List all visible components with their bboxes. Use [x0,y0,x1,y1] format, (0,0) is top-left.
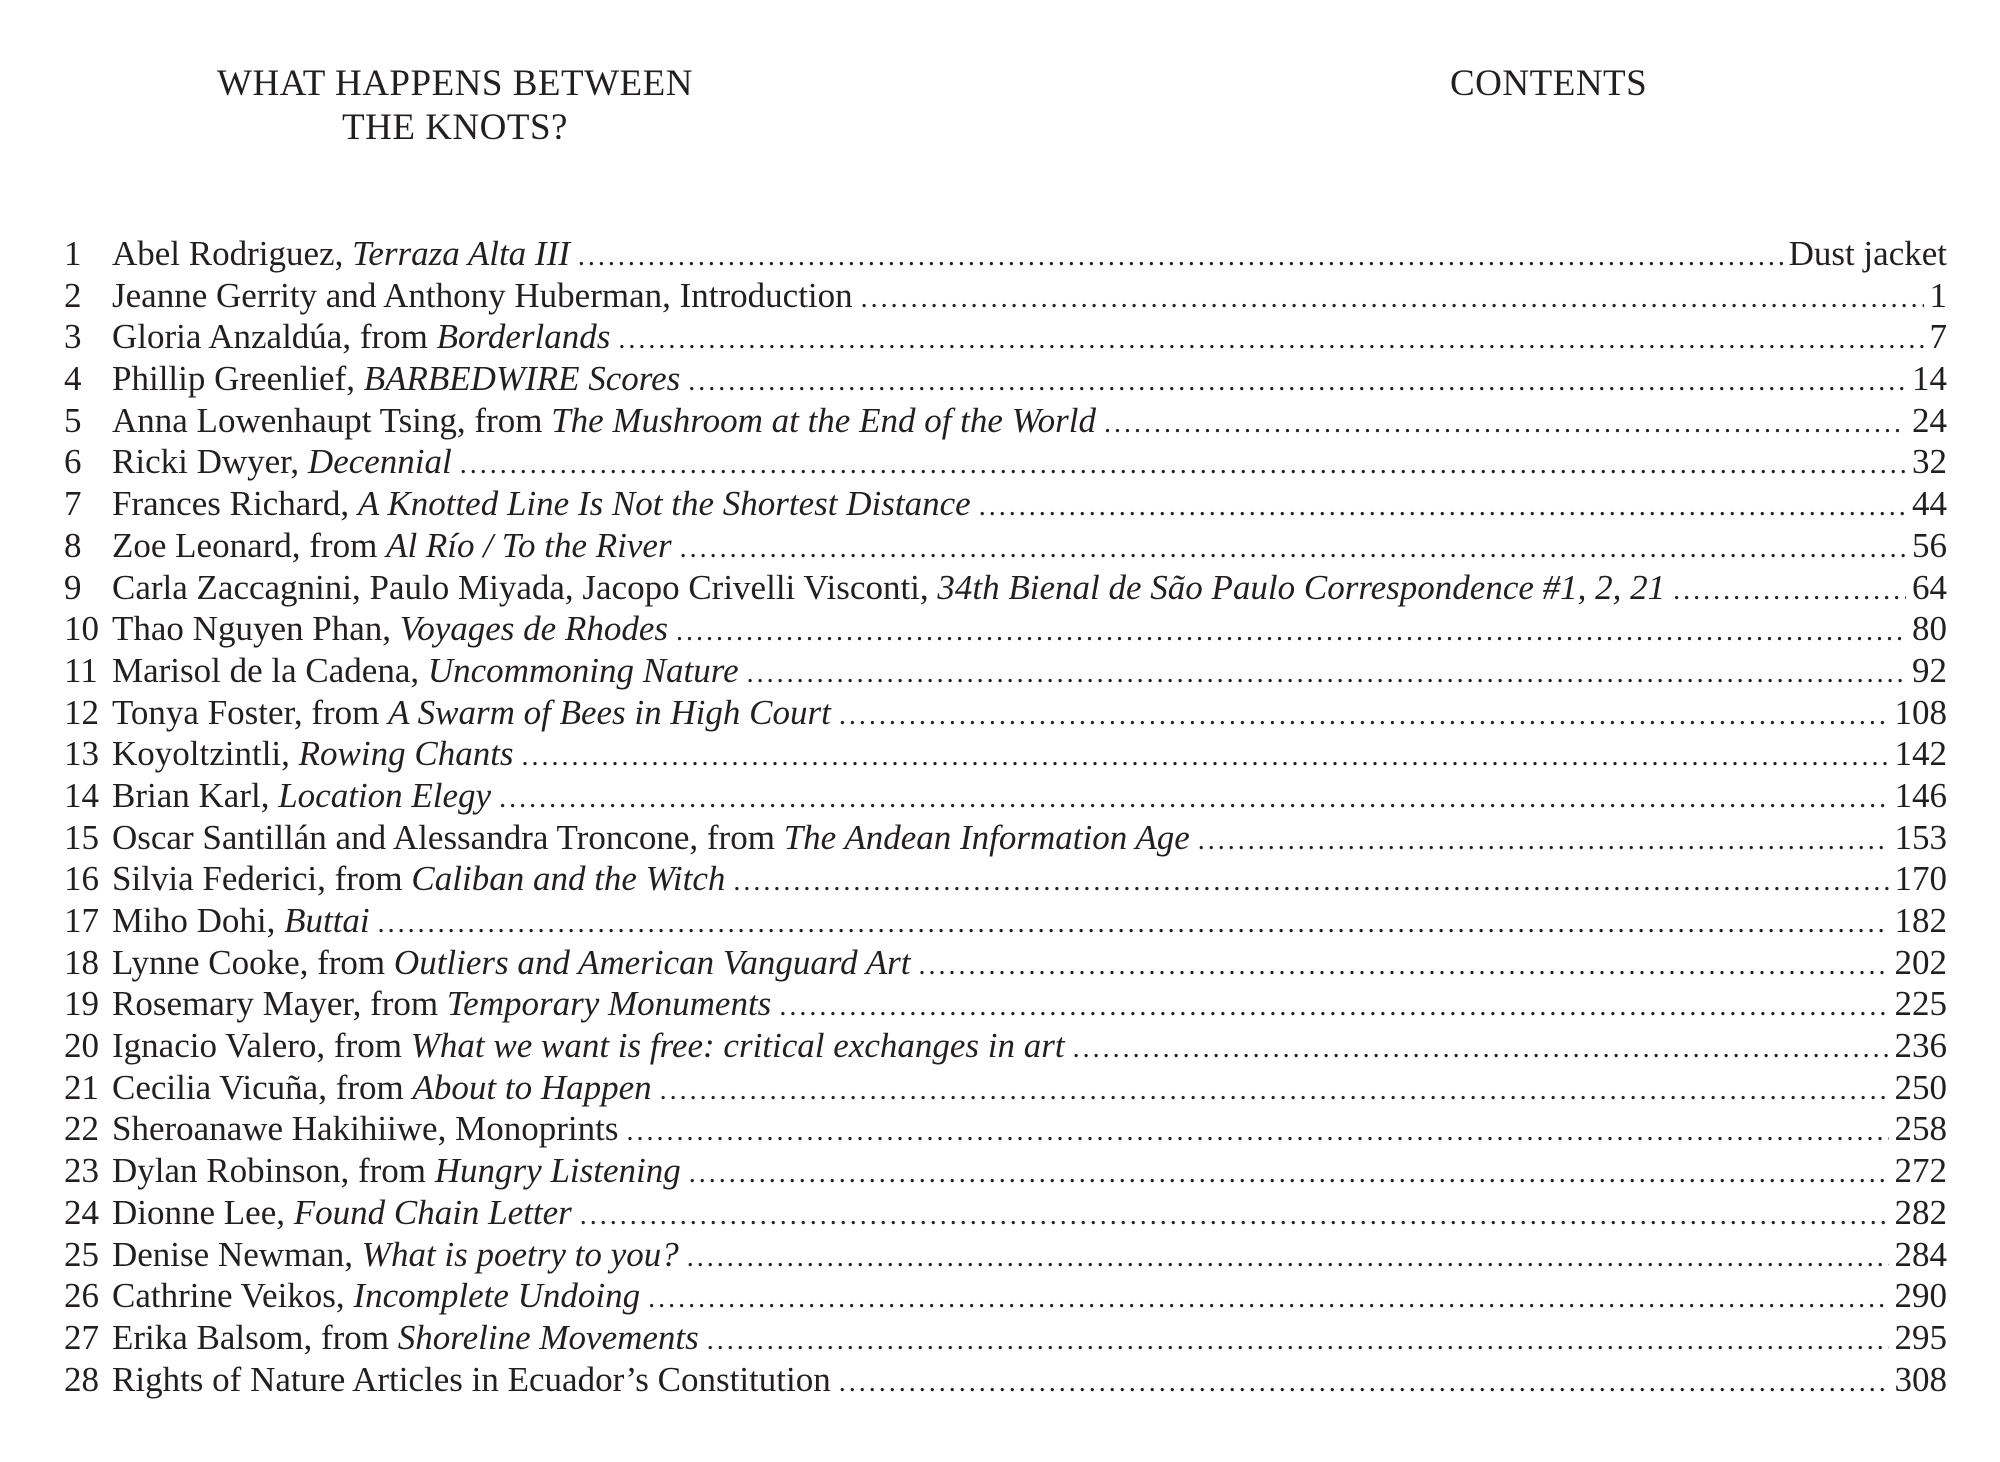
toc-entry [64,692,1947,734]
entry-number: 15 [64,817,99,857]
entry-number: 10 [64,609,99,649]
entry-separator: , from [316,1026,411,1066]
page-number: 272 [1894,1151,1947,1191]
entry-separator: , [437,1109,456,1149]
entry-separator: , [344,1234,362,1274]
entry-number: 26 [64,1276,99,1316]
entry-number: 24 [64,1192,99,1232]
toc-entry [64,400,1947,442]
entry-number: 27 [64,1317,99,1357]
entry-title: The Mushroom at the End of the World [551,400,1096,440]
dot-leader [1673,570,1906,612]
page-number: 258 [1894,1109,1947,1149]
entry-text [112,1192,572,1234]
entry-number: 23 [64,1151,99,1191]
entry-number: 7 [64,484,82,524]
entry-title: A Knotted Line Is Not the Shortest Distance [357,484,971,524]
entry-text [112,1359,831,1401]
toc-entry [64,483,1947,525]
dot-leader [626,1111,1888,1153]
entry-title: Voyages de Rhodes [399,609,668,649]
entry-text [112,775,491,817]
entry-number: 8 [64,525,82,565]
page-number: Dust jacket [1788,234,1947,273]
entry-author: Ignacio Valero [112,1026,317,1066]
dot-leader [733,861,1888,903]
toc-entry [64,1192,1947,1234]
entry-separator: , from [342,317,437,357]
page-number: 14 [1912,359,1947,399]
entry-title: Rowing Chants [298,734,514,774]
page-number: 236 [1894,1026,1947,1066]
entry-title: Uncommoning Nature [427,650,739,690]
dot-leader [687,1237,1889,1279]
page-number: 250 [1894,1067,1947,1107]
page-number: 142 [1894,734,1947,774]
entry-number: 2 [64,275,82,315]
entry-text [112,1234,679,1276]
entry-separator: , [290,442,308,482]
entry-number: 12 [64,692,99,732]
entry-number: 4 [64,359,82,399]
entry-text [112,1275,640,1317]
entry-separator: , [346,359,364,399]
entry-title: About to Happen [412,1067,652,1107]
entry-separator: , [281,734,299,774]
entry-author: Koyoltzintli [112,734,282,774]
page-number: 146 [1894,775,1947,815]
page-number: 290 [1894,1276,1947,1316]
entry-number: 25 [64,1234,99,1274]
entry-separator: , from [318,1067,413,1107]
entry-separator: , [662,275,680,315]
entry-text [112,1317,699,1359]
dot-leader [839,695,1889,737]
entry-title: Found Chain Letter [293,1192,572,1232]
entry-title: Al Río / To the River [386,525,672,565]
entry-text [112,1067,652,1109]
dot-leader [919,945,1889,987]
entry-title: 34th Bienal de São Paulo Correspondence #1, 2, 21 [937,567,1666,607]
entry-author: Jeanne Gerrity and Anthony Huberman [112,275,663,315]
entry-number: 5 [64,400,82,440]
toc-entry [64,1108,1947,1150]
entry-author: Erika Balsom [112,1317,304,1357]
page-number: 308 [1894,1359,1947,1399]
entry-author: Brian Karl [112,775,261,815]
toc-entry [64,275,1947,317]
page-number: 92 [1912,650,1947,690]
page-number: 32 [1912,442,1947,482]
entry-title: Hungry Listening [434,1151,681,1191]
page-number: 182 [1894,901,1947,940]
entry-author: Tonya Foster [112,692,294,732]
dot-leader [689,1153,1889,1195]
dot-leader [618,319,1923,361]
toc-entry [64,525,1947,567]
dot-leader [707,1320,1889,1362]
entry-separator: , from [689,817,784,857]
toc-entry [64,775,1947,817]
toc-entry [64,1275,1947,1317]
dot-leader [676,611,1906,653]
entry-author: Silvia Federici [112,859,318,899]
entry-text [112,817,1190,859]
entry-number: 28 [64,1359,99,1399]
page-number: 284 [1894,1234,1947,1274]
dot-leader [688,361,1906,403]
entry-number: 6 [64,442,82,482]
entry-separator: , from [340,1151,435,1191]
toc-entry [64,858,1947,900]
dot-leader [460,444,1906,486]
page-number: 170 [1894,859,1947,899]
entry-number: 13 [64,734,99,774]
contents-heading: CONTENTS [1450,63,1648,104]
entry-text [112,983,771,1025]
entry-text [112,441,452,483]
dot-leader [648,1278,1888,1320]
entry-title: Temporary Monuments [446,984,772,1024]
entry-title: Borderlands [436,317,611,357]
toc-entry [64,358,1947,400]
entry-separator: , [276,1192,294,1232]
entry-text [112,316,610,358]
entry-title: Outliers and American Vanguard Art [393,942,911,982]
toc-entry [64,650,1947,692]
toc-entry [64,233,1947,275]
entry-text [112,608,668,650]
toc-entry [64,900,1947,942]
entry-text [112,400,1096,442]
entry-title: What is poetry to you? [361,1234,679,1274]
entry-title: Terraza Alta III [352,234,570,273]
dot-leader [499,778,1888,820]
entry-text [112,900,370,942]
toc-entry [64,1359,1947,1401]
dot-leader [779,986,1888,1028]
entry-author: Ricki Dwyer [112,442,291,482]
dot-leader [861,278,1924,320]
entry-text [112,733,514,775]
entry-author: Frances Richard [112,484,341,524]
entry-title: What we want is free: critical exchanges in art [410,1026,1065,1066]
entry-separator: , [919,567,938,607]
entry-text [112,233,570,275]
entry-title: Monoprints [455,1109,619,1149]
entry-author: Oscar Santillán and Alessandra Troncone [112,817,690,857]
entry-separator: , [266,901,285,940]
dot-leader [580,1195,1889,1237]
entry-author: Zoe Leonard [112,525,292,565]
entry-separator: , from [456,400,552,440]
entry-author: Abel Rodriguez [112,234,335,273]
entry-author: Cathrine Veikos [112,1276,336,1316]
entry-number: 16 [64,859,99,899]
entry-number: 19 [64,984,99,1024]
entry-separator: , from [352,984,447,1024]
entry-text [112,1108,618,1150]
entry-author: Lynne Cooke [112,942,300,982]
toc-entry [64,1317,1947,1359]
toc-entry [64,733,1947,775]
entry-title: Introduction [679,275,853,315]
entry-author: Dylan Robinson [112,1151,341,1191]
entry-title: BARBEDWIRE Scores [363,359,681,399]
entry-author: Anna Lowenhaupt Tsing [112,400,457,440]
entry-author: Thao Nguyen Phan [112,609,383,649]
entry-author: Sheroanawe Hakihiiwe [112,1109,438,1149]
toc-entry [64,817,1947,859]
toc-entry [64,608,1947,650]
toc-entry [64,1234,1947,1276]
entry-number: 21 [64,1067,99,1107]
page-number: 295 [1894,1317,1947,1357]
entry-separator: , from [293,692,389,732]
page-number: 153 [1894,817,1947,857]
toc-entry [64,983,1947,1025]
entry-text [112,275,853,317]
page-number: 108 [1894,692,1947,732]
page-number: 64 [1912,567,1947,607]
book-title [190,62,720,150]
entry-separator: , [382,609,400,649]
entry-title: Incomplete Undoing [353,1276,641,1316]
entry-text [112,650,739,692]
entry-title: Decennial [307,442,452,482]
table-of-contents [64,233,1947,1400]
book-title-line-1: WHAT HAPPENS BETWEEN [217,63,693,104]
dot-leader [979,486,1906,528]
toc-entry [64,567,1947,609]
entry-author: Cecilia Vicuña [112,1067,319,1107]
dot-leader [578,236,1783,278]
dot-leader [522,736,1889,778]
entry-number: 18 [64,942,99,982]
entry-author: Denise Newman [112,1234,345,1274]
book-title-line-2: THE KNOTS? [342,107,568,148]
dot-leader [747,653,1906,695]
entry-author: Phillip Greenlief [112,359,347,399]
page-number: 80 [1912,609,1947,649]
entry-text [112,1025,1065,1067]
dot-leader [839,1362,1889,1404]
page-number: 202 [1894,942,1947,982]
entry-title: Caliban and the Witch [411,859,726,899]
entry-separator: , from [299,942,394,982]
entry-text [112,483,971,525]
entry-title: Shoreline Movements [397,1317,699,1357]
dot-leader [680,528,1906,570]
entry-author: Carla Zaccagnini, Paulo Miyada, Jacopo Crivelli Visconti [112,567,920,607]
page-number: 1 [1929,275,1947,315]
entry-number: 20 [64,1026,99,1066]
dot-leader [1198,820,1889,862]
page-number: 24 [1912,400,1947,440]
toc-entry [64,1067,1947,1109]
toc-entry [64,441,1947,483]
dot-leader [1073,1028,1889,1070]
entry-title: Buttai [284,901,370,940]
entry-separator: , from [291,525,387,565]
entry-author: Rosemary Mayer [112,984,353,1024]
entry-separator: , from [303,1317,398,1357]
page-number: 282 [1894,1192,1947,1232]
entry-author: Marisol de la Cadena [112,650,411,690]
entry-text [112,942,911,984]
entry-text [112,1150,681,1192]
entry-author: Dionne Lee [112,1192,277,1232]
entry-separator: , [340,484,358,524]
entry-number: 11 [64,650,98,690]
dot-leader [378,903,1889,945]
entry-title: A Swarm of Bees in High Court [388,692,831,732]
entry-text [112,858,725,900]
entry-separator: , [335,1276,354,1316]
toc-entry [64,1025,1947,1067]
entry-separator: , [410,650,428,690]
entry-number: 3 [64,317,82,357]
dot-leader [660,1070,1889,1112]
entry-number: 1 [64,234,82,273]
dot-leader [1104,403,1906,445]
toc-entry [64,942,1947,984]
entry-separator: , from [317,859,412,899]
toc-entry [64,316,1947,358]
page-number: 44 [1912,484,1947,524]
toc-entry [64,1150,1947,1192]
entry-number: 9 [64,567,82,607]
entry-author: Miho Dohi [112,901,267,940]
entry-number: 22 [64,1109,99,1149]
entry-number: 17 [64,901,99,940]
entry-title: The Andean Information Age [783,817,1190,857]
entry-text [112,525,672,567]
entry-text [112,692,831,734]
page-number: 225 [1894,984,1947,1024]
page-number: 56 [1912,525,1947,565]
entry-separator: , [334,234,353,273]
entry-author: Rights of Nature Articles in Ecuador’s Constitution [112,1359,831,1399]
entry-separator: , [260,775,279,815]
page-number: 7 [1929,317,1947,357]
entry-number: 14 [64,775,99,815]
entry-title: Location Elegy [278,775,492,815]
entry-author: Gloria Anzaldúa [112,317,343,357]
entry-text [112,358,680,400]
entry-text [112,567,1665,609]
